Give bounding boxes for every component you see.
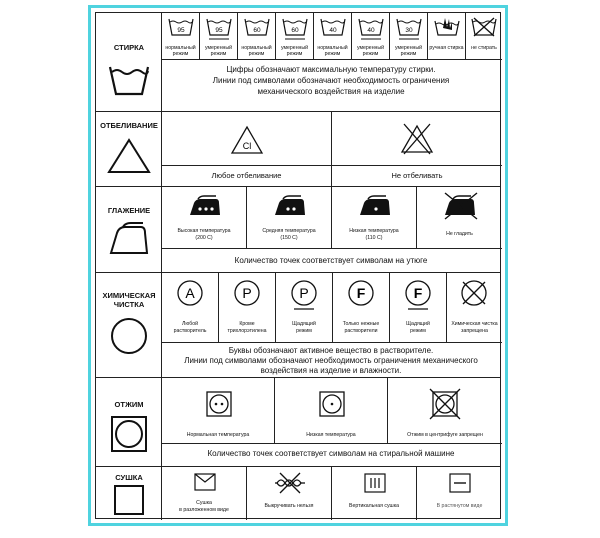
bleach-label: Не отбеливать xyxy=(391,171,443,180)
wash-cell-9 xyxy=(466,13,502,60)
wash-cell-3 xyxy=(238,13,276,60)
drycleaning-circle-icon xyxy=(107,317,151,355)
wash-label: умеренный режим xyxy=(394,45,423,57)
ironing-content xyxy=(162,187,500,272)
spin-icon xyxy=(107,416,151,454)
iron-medium-icon xyxy=(273,195,307,217)
washing-header xyxy=(96,13,162,111)
dc-label-1: Щадящий xyxy=(292,321,316,327)
wash-cell-1 xyxy=(162,13,200,60)
bleaching-title: ОТБЕЛИВАНИЕ xyxy=(100,121,158,130)
iron-cell-none xyxy=(417,187,502,249)
ironing-note: Количество точек соответствует символам на утюге xyxy=(234,256,428,265)
svg-text:A: A xyxy=(185,285,195,301)
spin-note: Количество точек соответствует символам на стиральной машине xyxy=(207,449,455,458)
wash-label: не стирать xyxy=(471,45,497,51)
bleach-triangle-icon xyxy=(107,137,151,175)
iron-label-1: Высокая температура xyxy=(177,228,231,234)
section-drycleaning xyxy=(96,273,500,378)
wash-cell-6 xyxy=(352,13,390,60)
do-not-iron-icon xyxy=(441,191,479,221)
spin-label: Низкая температура xyxy=(306,432,356,438)
wash-40-gentle-icon xyxy=(358,17,384,41)
drycleaning-note-2: Линии под символами обозначают необходимость ограничения механического xyxy=(184,356,478,365)
wash-40-icon xyxy=(320,17,346,37)
drycleaning-title-2: ЧИСТКА xyxy=(113,300,145,309)
iron-label-1: Низкая температура xyxy=(349,228,399,234)
drycleaning-title-1: ХИМИЧЕСКАЯ xyxy=(102,291,156,300)
drycleaning-header xyxy=(96,273,162,377)
spin-normal-icon xyxy=(205,390,233,418)
drycleaning-note-1: Буквы обозначают активное вещество в растворителе. xyxy=(228,346,434,355)
svg-text:60: 60 xyxy=(291,27,299,34)
care-symbols-frame xyxy=(88,5,508,526)
iron-label-1: Средняя температура xyxy=(262,228,316,234)
dc-cell-2 xyxy=(219,273,276,343)
wash-label: умеренный режим xyxy=(204,45,233,57)
dc-label-2: растворители xyxy=(344,328,378,334)
dc-label-1: Химическая чистка xyxy=(451,321,498,327)
svg-text:60: 60 xyxy=(253,27,261,34)
svg-text:P: P xyxy=(242,285,252,301)
hand-wash-icon xyxy=(434,15,460,37)
wash-cell-2 xyxy=(200,13,238,60)
washing-title: СТИРКА xyxy=(113,43,145,52)
dc-label-1: Щадящий xyxy=(406,321,430,327)
dry-label-1: Сушка xyxy=(196,500,212,506)
dc-label-1: Только нежные xyxy=(342,321,380,327)
wash-label: ручная стирка xyxy=(429,45,464,51)
dc-p-gentle-icon xyxy=(289,278,319,312)
dc-f-icon xyxy=(346,278,376,312)
wash-60-icon xyxy=(244,17,270,37)
washing-note-2: Линии под символами обозначают необходимость ограничения xyxy=(212,76,450,85)
iron-icon xyxy=(107,221,151,259)
spin-cell-low xyxy=(275,378,388,444)
spin-low-icon xyxy=(318,390,346,418)
svg-text:40: 40 xyxy=(329,27,337,34)
ironing-header xyxy=(96,187,162,272)
section-ironing xyxy=(96,187,500,273)
bleach-cell-none xyxy=(332,112,502,187)
care-symbols-table xyxy=(95,12,501,519)
dc-label-2: режим xyxy=(296,328,312,334)
wash-95-icon xyxy=(168,17,194,37)
do-not-tumble-icon xyxy=(427,386,463,422)
drying-square-icon xyxy=(107,484,151,516)
do-not-dryclean-icon xyxy=(459,278,489,308)
wash-label: умеренный режим xyxy=(356,45,385,57)
svg-text:40: 40 xyxy=(367,27,375,34)
dry-label-1: Вертикальная сушка xyxy=(348,503,399,509)
iron-cell-high xyxy=(162,187,247,249)
svg-text:F: F xyxy=(413,285,423,301)
iron-label-2: (150 С) xyxy=(280,235,298,241)
drip-dry-icon xyxy=(363,472,387,494)
dry-label-1: В растянутом виде xyxy=(436,503,483,509)
bleaching-header xyxy=(96,112,162,186)
dc-label-1: Любой xyxy=(181,321,199,327)
svg-text:F: F xyxy=(356,285,366,301)
dc-cell-1 xyxy=(162,273,219,343)
iron-cell-low xyxy=(332,187,417,249)
wash-label: нормальный режим xyxy=(317,45,348,57)
bleach-symbol-text: Cl xyxy=(242,141,252,151)
drying-content xyxy=(162,467,500,520)
wash-label: нормальный режим xyxy=(165,45,196,57)
dry-cell-vertical xyxy=(332,467,417,520)
do-not-bleach-icon xyxy=(398,122,436,156)
section-drying xyxy=(96,467,500,520)
washing-note-1: Цифры обозначают максимальную температуру стирки. xyxy=(226,65,436,74)
svg-text:30: 30 xyxy=(405,27,413,34)
svg-text:95: 95 xyxy=(215,27,223,34)
section-bleaching xyxy=(96,112,500,187)
dc-f-gentle-icon xyxy=(403,278,433,312)
do-not-wash-icon xyxy=(471,17,497,37)
iron-label-1: Не гладить xyxy=(446,231,473,237)
section-washing xyxy=(96,13,500,112)
dc-label-2: запрещена xyxy=(461,328,488,334)
drying-title: СУШКА xyxy=(115,473,143,482)
dry-stretched-icon xyxy=(448,472,472,494)
dc-cell-5 xyxy=(390,273,447,343)
wash-cell-4 xyxy=(276,13,314,60)
dc-cell-3 xyxy=(276,273,333,343)
dry-label-1: Выкручивать нельзя xyxy=(264,503,314,509)
spin-cell-normal xyxy=(162,378,275,444)
bleach-cl-icon xyxy=(230,125,264,155)
spin-label: Отжим в центрифуге запрещен xyxy=(407,432,483,438)
dc-cell-4 xyxy=(333,273,390,343)
svg-text:P: P xyxy=(299,285,309,301)
bleaching-content xyxy=(162,112,500,186)
wash-95-gentle-icon xyxy=(206,17,232,41)
spin-label: Нормальная температура xyxy=(186,432,250,438)
iron-high-icon xyxy=(188,195,222,217)
dc-label-2: трихлорэтилена xyxy=(227,328,267,334)
do-not-wring-icon xyxy=(273,471,307,495)
spin-title: ОТЖИМ xyxy=(114,400,144,409)
wash-30-gentle-icon xyxy=(396,17,422,41)
dc-cell-6 xyxy=(447,273,502,343)
iron-low-icon xyxy=(358,195,392,217)
bleach-label: Любое отбеливание xyxy=(211,171,282,180)
iron-cell-medium xyxy=(247,187,332,249)
dc-p-icon xyxy=(232,278,262,312)
ironing-title: ГЛАЖЕНИЕ xyxy=(107,206,151,215)
wash-label: нормальный режим xyxy=(241,45,272,57)
iron-label-2: (200 С) xyxy=(195,235,213,241)
spin-cell-none xyxy=(388,378,502,444)
bleach-cell-any xyxy=(162,112,332,187)
dry-cell-stretched xyxy=(417,467,502,520)
spin-content xyxy=(162,378,500,466)
dc-label-1: Кроме xyxy=(239,321,255,327)
drycleaning-note-3: воздействия на изделие и влажности. xyxy=(260,366,402,375)
dry-cell-no-wring xyxy=(247,467,332,520)
section-spin xyxy=(96,378,500,467)
wash-cell-5 xyxy=(314,13,352,60)
drycleaning-content xyxy=(162,273,500,377)
dry-flat-icon xyxy=(193,472,217,492)
wash-label: умеренный режим xyxy=(280,45,309,57)
dry-cell-flat xyxy=(162,467,247,520)
spin-header xyxy=(96,378,162,466)
wash-cell-7 xyxy=(390,13,428,60)
dc-label-2: режим xyxy=(410,328,426,334)
dc-label-2: растворитель xyxy=(173,328,207,334)
wash-temp: 95 xyxy=(177,27,185,34)
washing-note-3: механического воздействия на изделие xyxy=(257,87,405,96)
dry-label-2: в разложенном виде xyxy=(179,507,229,513)
iron-label-2: (110 С) xyxy=(365,235,383,241)
wash-cell-8 xyxy=(428,13,466,60)
dc-a-icon xyxy=(175,278,205,312)
wash-60-gentle-icon xyxy=(282,17,308,41)
washing-content xyxy=(162,13,500,111)
wash-tub-icon xyxy=(107,59,151,97)
drying-header xyxy=(96,467,162,520)
